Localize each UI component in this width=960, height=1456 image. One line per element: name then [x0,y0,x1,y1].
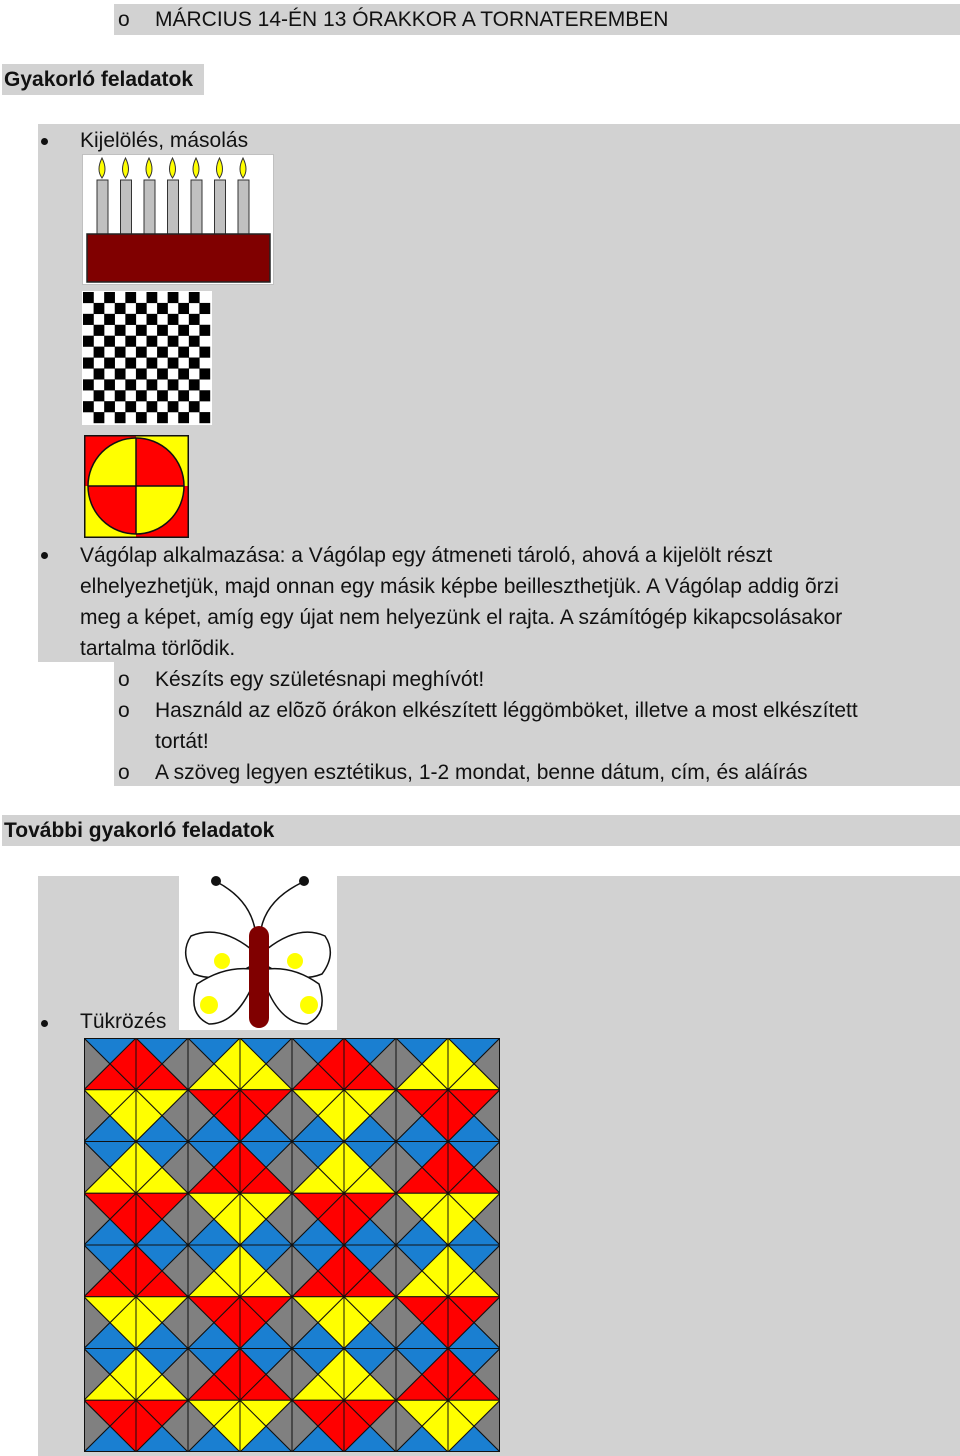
checker-square [125,379,136,390]
list-bullet [41,552,48,559]
candle [215,180,226,234]
list-item-copy: Kijelölés, másolás [80,129,249,152]
checker-square [136,347,147,358]
checker-square [94,368,105,379]
sub-item-balloons-cont: tortát! [155,730,209,753]
checker-square [115,325,126,336]
checker-square [115,347,126,358]
candle [144,180,155,234]
section2-heading: További gyakorló feladatok [4,819,275,842]
checker-square [168,401,179,412]
checker-square [178,303,189,314]
cake-image [82,154,274,285]
checker-square [115,390,126,401]
checker-square [147,336,158,347]
checker-square [199,368,210,379]
checker-square [94,325,105,336]
checker-square [136,390,147,401]
checker-square [147,292,158,303]
checker-square [168,292,179,303]
checker-square [147,401,158,412]
header-bullet: o [118,8,130,31]
checker-square [136,303,147,314]
checker-square [115,412,126,423]
checker-square [157,412,168,423]
checker-square [168,379,179,390]
checker-square [125,314,136,325]
checker-square [104,314,115,325]
checker-square [199,347,210,358]
checkerboard-image [82,291,212,425]
checker-square [157,390,168,401]
checker-square [157,347,168,358]
checker-square [189,292,200,303]
sub-bullet: o [118,699,130,722]
candle [191,180,202,234]
checker-square [104,401,115,412]
checker-square [94,303,105,314]
circle-quadrant-image [84,435,189,538]
candle [238,180,249,234]
checker-square [136,412,147,423]
butterfly-image [179,874,337,1030]
checker-square [115,303,126,314]
checker-square [189,358,200,369]
checker-square [199,303,210,314]
list-bullet [41,138,48,145]
checker-square [157,303,168,314]
candle [97,180,108,234]
paragraph-line: Vágólap alkalmazása: a Vágólap egy átmeneti tároló, ahová a kijelölt részt [80,544,773,567]
checker-square [94,390,105,401]
checker-square [168,358,179,369]
candle [121,180,132,234]
checker-square [157,368,168,379]
checker-square [104,358,115,369]
checker-square [199,390,210,401]
header-title: MÁRCIUS 14-ÉN 13 ÓRAKKOR A TORNATEREMBEN [155,8,669,31]
candle [168,180,179,234]
checker-square [83,292,94,303]
checker-square [199,325,210,336]
checker-square [83,379,94,390]
checker-square [136,325,147,336]
checker-square [189,379,200,390]
checker-square [125,358,136,369]
checker-square [83,336,94,347]
paragraph-line: elhelyezhetjük, majd onnan egy másik képbe beilleszthetjük. A Vágólap addig õrzi [80,575,839,598]
checker-square [178,325,189,336]
paragraph-line: tartalma törlõdik. [80,637,236,660]
sub-item-balloons: Használd az elõzõ órákon elkészített léggömböket, illetve a most elkészített [155,699,858,722]
checker-square [178,390,189,401]
checker-square [115,368,126,379]
checker-square [83,401,94,412]
checker-square [104,336,115,347]
triangle-mosaic-image [84,1038,500,1452]
checker-square [94,412,105,423]
checker-square [104,379,115,390]
checker-square [147,314,158,325]
checker-square [94,347,105,358]
checker-square [178,412,189,423]
list-bullet [41,1020,48,1027]
checker-square [104,292,115,303]
checker-square [178,347,189,358]
list-item-mirror: Tükrözés [80,1010,167,1033]
section-heading: Gyakorló feladatok [4,68,194,91]
checker-square [125,401,136,412]
checker-square [147,379,158,390]
checker-square [189,401,200,412]
checker-square [136,368,147,379]
checker-square [168,314,179,325]
sub-item-text-requirements: A szöveg legyen esztétikus, 1-2 mondat, benne dátum, cím, és aláírás [155,761,808,784]
checker-square [189,336,200,347]
checker-square [125,292,136,303]
sub-bullet: o [118,761,130,784]
checker-square [147,358,158,369]
sub-bullet: o [118,668,130,691]
sub-item-invitation: Készíts egy születésnapi meghívót! [155,668,485,691]
checker-square [178,368,189,379]
checker-square [199,412,210,423]
checker-square [157,325,168,336]
paragraph-line: meg a képet, amíg egy újat nem helyezünk el rajta. A számítógép kikapcsolásakor [80,606,843,629]
checker-square [168,336,179,347]
checker-square [83,358,94,369]
checker-square [125,336,136,347]
checker-square [83,314,94,325]
checker-square [189,314,200,325]
clipboard-paragraph [80,540,842,664]
